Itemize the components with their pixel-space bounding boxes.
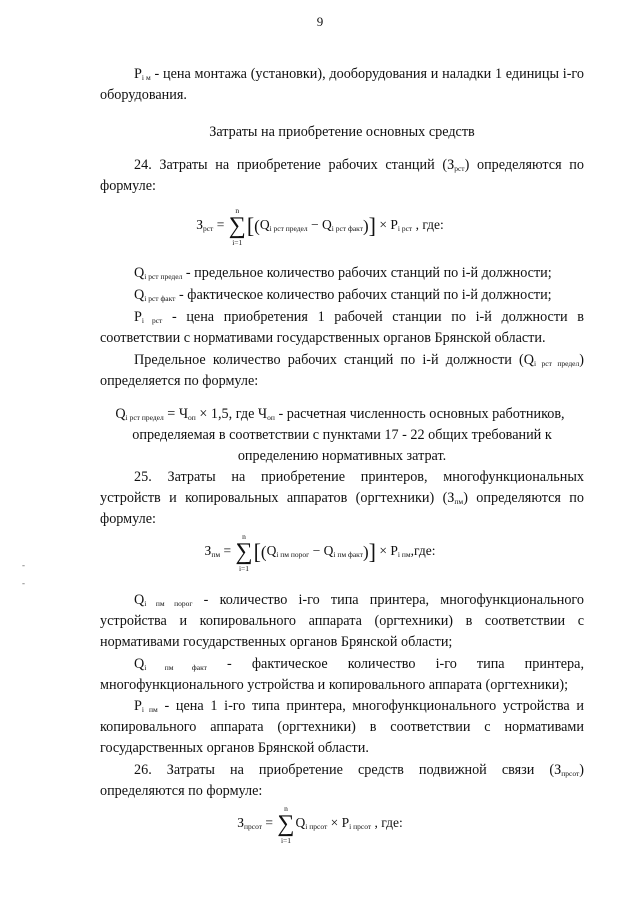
s24-intro-2: формуле: xyxy=(100,178,156,194)
s26-formula: $З_{прсот}$ = ∑ n i=1 $Q_{i прсот} \times P_{i прсот}$ , где: xyxy=(237,804,403,845)
s25-line2: устройств и копировальных аппаратов (оргтехники) $(З_{пм})$ определяются по xyxy=(100,490,584,506)
page-number: 9 xyxy=(316,14,324,29)
s26-line1: 26. Затраты на приобретение средств подвижной связи $(З_{прсот})$ xyxy=(134,762,584,778)
s25-def2-2: многофункционального устройства и копировального аппарата (оргтехники); xyxy=(100,677,569,693)
s24-formula: $З_{рст}$ = ∑ n i=1 $[(Q_{i рст предел} - Q_{i рст факт})] \times P_{i рст}$ , где: xyxy=(196,206,444,247)
s25-def1-3: нормативами государственных органов Брянской области; xyxy=(100,634,453,650)
s24-def2: $Q_{i рст факт}$ - фактическое количество рабочих станций по i-й должности; xyxy=(134,287,552,303)
s24-limit-2: определяется по формуле: xyxy=(100,373,259,389)
s24-def3-2: соответствии с нормативами государственных органов Брянской области. xyxy=(100,330,546,346)
margin-mark: - xyxy=(22,560,25,570)
s25-formula: $З_{пм}$ = ∑ n i=1 $[(Q_{i пм порог} - Q_{i пм факт})] \times P_{i пм},где$: xyxy=(204,532,436,573)
s25-def3: $P_{i пм}$ - цена 1 i-го типа принтера, многофункционального устройства и xyxy=(134,698,584,714)
s24-formula2: $Q_{i рст предел} = Ч_{оп} \times 1,5$, где $Ч_{оп}$ - расчетная численность основных работников, xyxy=(115,406,565,422)
p1-line1: $P_{i м}$ - цена монтажа (установки), дооборудования и наладки 1 единицы i-го оборудования. xyxy=(100,66,584,103)
s25-def3-2: копировального аппарата (оргтехники) в соответствии с нормативами xyxy=(100,719,584,735)
s24-formula2-line3: определению нормативных затрат. xyxy=(237,448,447,464)
s26-line2: определяются по формуле: xyxy=(100,783,263,799)
s25-def3-3: государственных органов Брянской области. xyxy=(100,740,369,756)
margin-mark: - xyxy=(22,578,25,588)
s25-def2: $Q_{i пм факт}$ - фактическое количество i-го типа принтера, xyxy=(134,656,584,672)
section-heading: Затраты на приобретение основных средств xyxy=(209,124,475,140)
s24-def1: $Q_{i рст предел}$ - предельное количество рабочих станций по i-й должности; xyxy=(134,265,552,281)
s25-line3: формуле: xyxy=(100,511,156,527)
s24-formula2-line2: определяемая в соответствии с пунктами 17 - 22 общих требований к xyxy=(132,427,552,443)
s25-line1: 25. Затраты на приобретение принтеров, многофункциональных xyxy=(134,469,584,485)
sum-symbol: ∑ n i=1 xyxy=(228,206,246,247)
s25-def1-2: устройства и копировального аппарата (оргтехники) в соответствии с xyxy=(100,613,584,629)
s24-def3: $P_{i рст}$ - цена приобретения 1 рабочей станции по i-й должности в xyxy=(134,309,584,325)
s24-intro: 24. Затраты на приобретение рабочих станций $(З_{рст})$ определяются по xyxy=(134,157,584,173)
s24-limit: Предельное количество рабочих станций по i-й должности $(Q_{i рст предел})$ xyxy=(134,352,584,368)
sum-symbol: ∑ n i=1 xyxy=(277,804,295,845)
sum-symbol: ∑ n i=1 xyxy=(235,532,253,573)
s25-def1: $Q_{i пм порог}$ - количество i-го типа принтера, многофункционального xyxy=(134,592,584,608)
